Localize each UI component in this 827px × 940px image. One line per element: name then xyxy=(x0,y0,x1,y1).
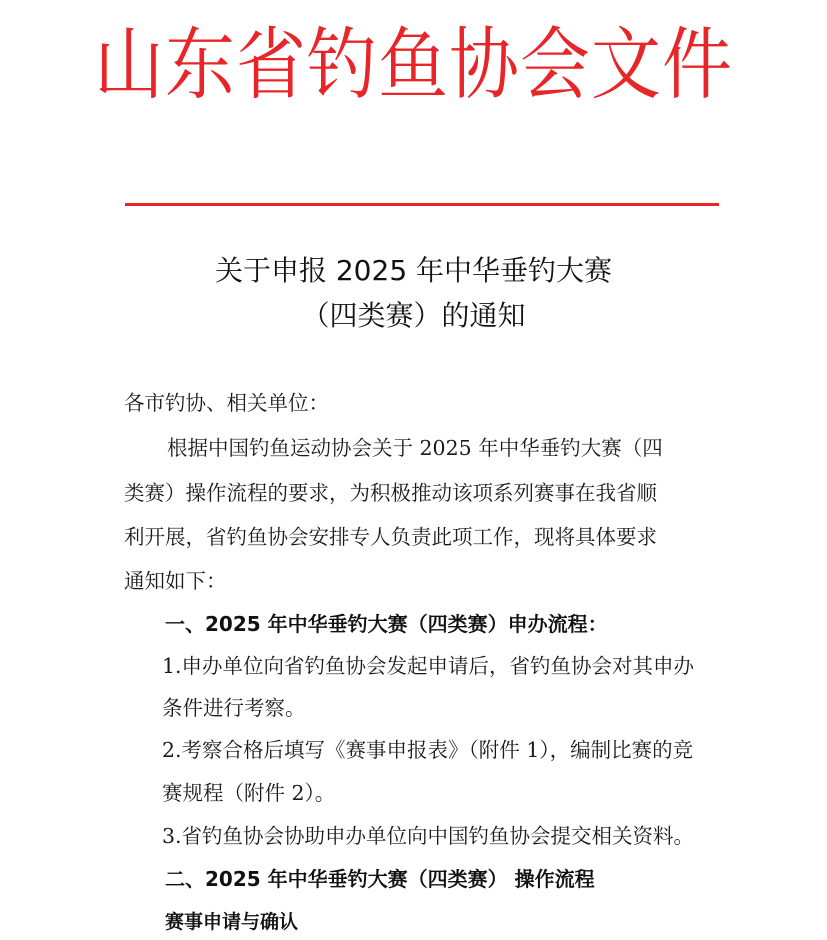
section-1-item-2-line: 赛规程（附件 2）。 xyxy=(162,781,336,805)
section-2-heading: 二、2025 年中华垂钓大赛（四类赛） 操作流程 xyxy=(165,867,595,891)
notice-title-line-1: 关于申报 2025 年中华垂钓大赛 xyxy=(214,254,613,287)
section-1-item-3: 3.省钓鱼协会协助申办单位向中国钓鱼协会提交相关资料。 xyxy=(162,824,695,848)
header-red-divider xyxy=(125,203,719,206)
intro-line: 类赛）操作流程的要求，为积极推动该项系列赛事在我省顺 xyxy=(124,481,657,505)
salutation: 各市钓协、相关单位： xyxy=(124,391,329,415)
document-header-title: 山东省钓鱼协会文件 xyxy=(94,18,733,111)
intro-line: 利开展，省钓鱼协会安排专人负责此项工作，现将具体要求 xyxy=(124,525,657,549)
intro-line: 通知如下： xyxy=(124,569,227,593)
section-1-heading: 一、2025 年中华垂钓大赛（四类赛）申办流程： xyxy=(165,612,608,636)
section-1-item-2-line: 2.考察合格后填写《赛事申报表》（附件 1），编制比赛的竞 xyxy=(162,738,694,762)
section-1-item-1-line: 1.申办单位向省钓鱼协会发起申请后，省钓鱼协会对其申办 xyxy=(162,654,695,678)
section-1-item-1-line: 条件进行考察。 xyxy=(162,696,306,720)
notice-title-line-2: （四类赛）的通知 xyxy=(301,299,526,332)
intro-line: 根据中国钓鱼运动协会关于 2025 年中华垂钓大赛（四 xyxy=(167,436,663,460)
section-2-subheading: 赛事申请与确认 xyxy=(165,911,299,933)
